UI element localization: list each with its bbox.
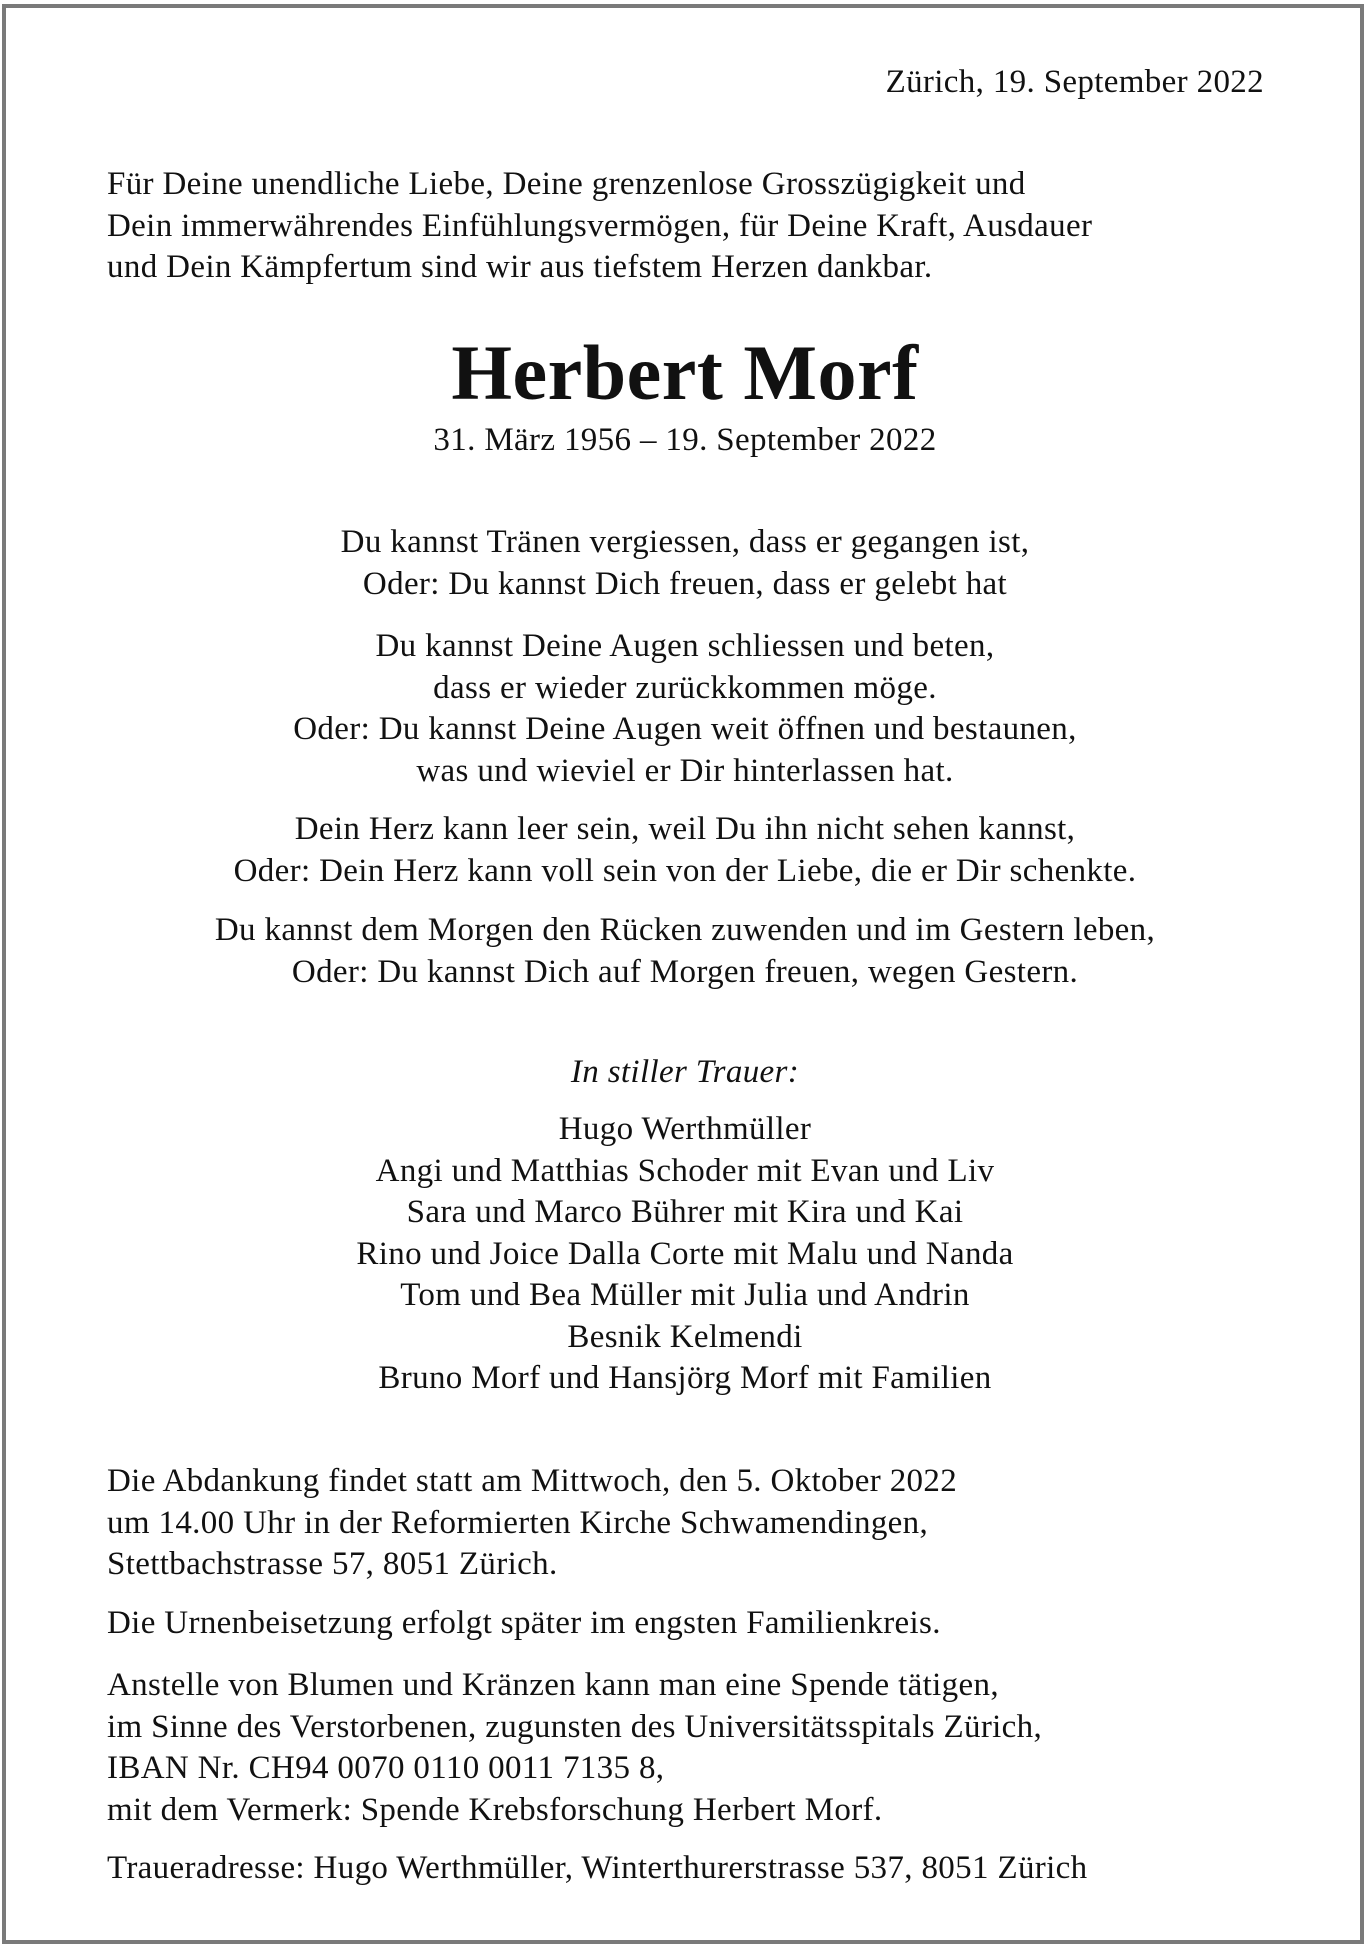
- donation-line: im Sinne des Verstorbenen, zugunsten des Universitätsspitals Zürich,: [107, 1708, 1043, 1745]
- poem-line: Oder: Du kannst Dich auf Morgen freuen, wegen Gestern.: [291, 953, 1079, 990]
- poem-line: Oder: Du kannst Deine Augen weit öffnen und bestaunen,: [293, 711, 1077, 747]
- poem-stanza-2: [0, 626, 1370, 792]
- mourner-name: Besnik Kelmendi: [567, 1318, 803, 1355]
- mourning-title: In stiller Trauer:: [570, 1054, 800, 1090]
- donation-line: Anstelle von Blumen und Kränzen kann man eine Spende tätigen,: [107, 1667, 999, 1703]
- poem-stanza-3: [0, 809, 1370, 892]
- poem-line: Oder: Du kannst Dich freuen, dass er gelebt hat: [362, 565, 1008, 602]
- poem-stanza-1: [0, 522, 1370, 605]
- poem-stanza-4: [0, 910, 1370, 993]
- intro-line: und Dein Kämpfertum sind wir aus tiefstem Herzen dankbar.: [107, 249, 933, 285]
- mourner-name: Angi und Matthias Schoder mit Evan und Liv: [375, 1152, 995, 1189]
- intro-line: Für Deine unendliche Liebe, Deine grenzenlose Grosszügigkeit und: [107, 166, 1026, 202]
- intro-line: Dein immerwährendes Einfühlungsvermögen, für Deine Kraft, Ausdauer: [107, 207, 1093, 244]
- poem-line: Dein Herz kann leer sein, weil Du ihn nicht sehen kannst,: [294, 811, 1076, 847]
- poem-line: dass er wieder zurückkommen möge.: [433, 669, 937, 706]
- donation-line: mit dem Vermerk: Spende Krebsforschung Herbert Morf.: [107, 1791, 883, 1828]
- funeral-line: Stettbachstrasse 57, 8051 Zürich.: [107, 1546, 558, 1582]
- intro-paragraph: [107, 164, 1092, 289]
- funeral-info: [107, 1461, 957, 1586]
- poem-line: Du kannst dem Morgen den Rücken zuwenden und im Gestern leben,: [214, 912, 1156, 948]
- donation-line: IBAN Nr. CH94 0070 0110 0011 7135 8,: [107, 1750, 665, 1786]
- deceased-name: Herbert Morf: [451, 329, 919, 416]
- poem-line: Du kannst Tränen vergiessen, dass er gegangen ist,: [340, 524, 1030, 560]
- mourning-address: Traueradresse: Hugo Werthmüller, Winterthurerstrasse 537, 8051 Zürich: [107, 1850, 1088, 1886]
- mourner-name: Hugo Werthmüller: [558, 1111, 812, 1147]
- mourners-list: [0, 1109, 1370, 1400]
- poem-line: Oder: Dein Herz kann voll sein von der Liebe, die er Dir schenkte.: [233, 852, 1137, 889]
- mourner-name: Bruno Morf und Hansjörg Morf mit Familien: [378, 1360, 992, 1396]
- donation-info: [107, 1665, 1042, 1831]
- funeral-line: Die Abdankung findet statt am Mittwoch, den 5. Oktober 2022: [107, 1463, 958, 1499]
- poem-line: Du kannst Deine Augen schliessen und beten,: [375, 628, 995, 664]
- mourner-name: Tom und Bea Müller mit Julia und Andrin: [400, 1277, 970, 1313]
- poem-line: was und wieviel er Dir hinterlassen hat.: [416, 752, 954, 789]
- funeral-line: um 14.00 Uhr in der Reformierten Kirche Schwamendingen,: [107, 1504, 929, 1541]
- urn-burial-note: Die Urnenbeisetzung erfolgt später im engsten Familienkreis.: [107, 1605, 941, 1641]
- mourner-name: Sara und Marco Bührer mit Kira und Kai: [406, 1194, 964, 1230]
- lifespan-dates: 31. März 1956 – 19. September 2022: [433, 422, 937, 458]
- mourner-name: Rino und Joice Dalla Corte mit Malu und Nanda: [356, 1235, 1014, 1272]
- date-line: Zürich, 19. September 2022: [885, 64, 1264, 100]
